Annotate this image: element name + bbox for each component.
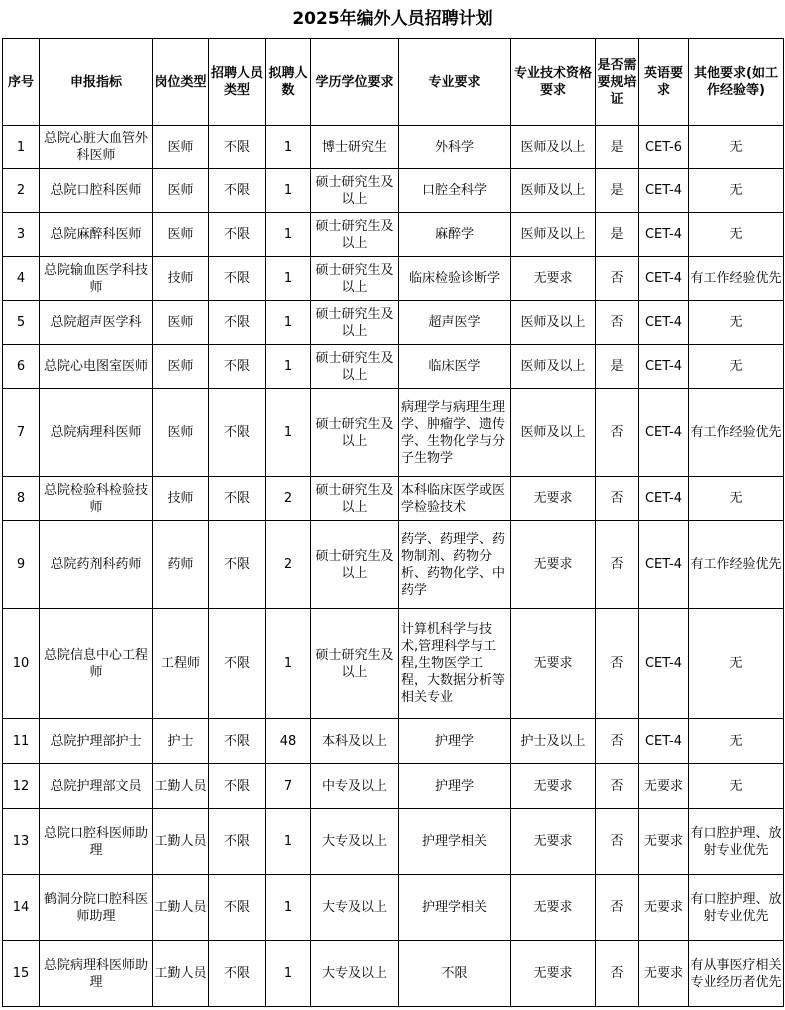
- table-row: [3, 301, 784, 345]
- header-no: 序号: [3, 39, 40, 126]
- row-count: 1: [266, 389, 311, 477]
- row-training: 是: [596, 126, 639, 169]
- row-type: 技师: [153, 257, 209, 301]
- row-qualification: 无要求: [511, 609, 596, 719]
- table-row: [3, 389, 784, 477]
- row-no: 9: [3, 521, 40, 609]
- row-staff-type: 不限: [209, 126, 266, 169]
- row-english: CET-4: [639, 719, 689, 764]
- row-staff-type: 不限: [209, 389, 266, 477]
- row-qualification: 无要求: [511, 521, 596, 609]
- row-type: 工程师: [153, 609, 209, 719]
- row-no: 12: [3, 764, 40, 809]
- row-other: 有工作经验优先: [689, 389, 784, 477]
- row-english: 无要求: [639, 809, 689, 875]
- recruitment-table: [2, 38, 784, 1007]
- row-no: 14: [3, 875, 40, 941]
- row-english: CET-4: [639, 345, 689, 389]
- row-education: 大专及以上: [311, 809, 399, 875]
- table-row: [3, 809, 784, 875]
- row-position: 总院信息中心工程师: [40, 609, 153, 719]
- row-position: 总院病理科医师助理: [40, 941, 153, 1007]
- header-count: 拟聘人数: [266, 39, 311, 126]
- row-staff-type: 不限: [209, 875, 266, 941]
- row-position: 总院输血医学科技师: [40, 257, 153, 301]
- row-no: 11: [3, 719, 40, 764]
- row-major: 超声医学: [399, 301, 511, 345]
- table-row: [3, 345, 784, 389]
- row-training: 否: [596, 875, 639, 941]
- row-count: 48: [266, 719, 311, 764]
- row-training: 否: [596, 719, 639, 764]
- row-position: 总院心脏大血管外科医师: [40, 126, 153, 169]
- row-qualification: 医师及以上: [511, 169, 596, 213]
- row-no: 6: [3, 345, 40, 389]
- row-type: 医师: [153, 169, 209, 213]
- header-qualification: 专业技术资格要求: [511, 39, 596, 126]
- row-count: 1: [266, 257, 311, 301]
- table-row: [3, 521, 784, 609]
- row-training: 否: [596, 941, 639, 1007]
- row-staff-type: 不限: [209, 809, 266, 875]
- row-english: CET-4: [639, 213, 689, 257]
- row-other: 无: [689, 213, 784, 257]
- row-type: 医师: [153, 301, 209, 345]
- row-training: 否: [596, 521, 639, 609]
- row-qualification: 医师及以上: [511, 126, 596, 169]
- row-training: 否: [596, 389, 639, 477]
- row-education: 大专及以上: [311, 941, 399, 1007]
- table-row: [3, 609, 784, 719]
- row-no: 2: [3, 169, 40, 213]
- row-staff-type: 不限: [209, 764, 266, 809]
- row-training: 否: [596, 809, 639, 875]
- row-training: 是: [596, 213, 639, 257]
- table-row: [3, 169, 784, 213]
- row-other: 无: [689, 477, 784, 521]
- row-qualification: 医师及以上: [511, 345, 596, 389]
- row-major: 外科学: [399, 126, 511, 169]
- row-no: 15: [3, 941, 40, 1007]
- header-training: 是否需要规培证: [596, 39, 639, 126]
- row-other: 有口腔护理、放射专业优先: [689, 809, 784, 875]
- row-english: 无要求: [639, 875, 689, 941]
- table-row: [3, 764, 784, 809]
- row-position: 总院病理科医师: [40, 389, 153, 477]
- row-no: 8: [3, 477, 40, 521]
- row-staff-type: 不限: [209, 345, 266, 389]
- row-staff-type: 不限: [209, 257, 266, 301]
- row-qualification: 医师及以上: [511, 213, 596, 257]
- row-other: 有工作经验优先: [689, 257, 784, 301]
- row-major: 临床医学: [399, 345, 511, 389]
- row-position: 总院心电图室医师: [40, 345, 153, 389]
- row-position: 总院麻醉科医师: [40, 213, 153, 257]
- row-training: 否: [596, 257, 639, 301]
- row-type: 医师: [153, 345, 209, 389]
- row-count: 1: [266, 126, 311, 169]
- row-count: 1: [266, 169, 311, 213]
- row-staff-type: 不限: [209, 301, 266, 345]
- row-training: 否: [596, 764, 639, 809]
- row-count: 1: [266, 609, 311, 719]
- row-count: 1: [266, 345, 311, 389]
- row-type: 医师: [153, 213, 209, 257]
- row-no: 3: [3, 213, 40, 257]
- row-count: 1: [266, 213, 311, 257]
- row-education: 大专及以上: [311, 875, 399, 941]
- row-qualification: 医师及以上: [511, 301, 596, 345]
- row-qualification: 护士及以上: [511, 719, 596, 764]
- row-type: 医师: [153, 389, 209, 477]
- row-no: 13: [3, 809, 40, 875]
- row-education: 硕士研究生及以上: [311, 169, 399, 213]
- row-major: 计算机科学与技术,管理科学与工程,生物医学工程，大数据分析等相关专业: [399, 609, 511, 719]
- row-education: 硕士研究生及以上: [311, 609, 399, 719]
- row-count: 1: [266, 809, 311, 875]
- row-other: 有工作经验优先: [689, 521, 784, 609]
- row-major: 麻醉学: [399, 213, 511, 257]
- row-no: 4: [3, 257, 40, 301]
- row-staff-type: 不限: [209, 941, 266, 1007]
- row-no: 7: [3, 389, 40, 477]
- row-type: 工勤人员: [153, 764, 209, 809]
- header-staff-type: 招聘人员类型: [209, 39, 266, 126]
- header-english: 英语要求: [639, 39, 689, 126]
- row-education: 中专及以上: [311, 764, 399, 809]
- row-english: CET-4: [639, 609, 689, 719]
- row-qualification: 无要求: [511, 257, 596, 301]
- header-type: 岗位类型: [153, 39, 209, 126]
- row-english: 无要求: [639, 764, 689, 809]
- row-no: 5: [3, 301, 40, 345]
- row-type: 医师: [153, 126, 209, 169]
- table-row: [3, 477, 784, 521]
- table-row: [3, 126, 784, 169]
- row-count: 1: [266, 941, 311, 1007]
- row-other: 有口腔护理、放射专业优先: [689, 875, 784, 941]
- row-education: 硕士研究生及以上: [311, 345, 399, 389]
- row-position: 鹤洞分院口腔科医师助理: [40, 875, 153, 941]
- table-row: [3, 719, 784, 764]
- row-education: 硕士研究生及以上: [311, 257, 399, 301]
- row-other: 有从事医疗相关专业经历者优先: [689, 941, 784, 1007]
- table-row: [3, 941, 784, 1007]
- row-english: CET-6: [639, 126, 689, 169]
- row-type: 工勤人员: [153, 875, 209, 941]
- row-english: CET-4: [639, 389, 689, 477]
- table-row: [3, 257, 784, 301]
- row-major: 护理学相关: [399, 809, 511, 875]
- row-count: 1: [266, 875, 311, 941]
- row-staff-type: 不限: [209, 477, 266, 521]
- row-staff-type: 不限: [209, 719, 266, 764]
- row-major: 口腔全科学: [399, 169, 511, 213]
- row-other: 无: [689, 719, 784, 764]
- row-position: 总院药剂科药师: [40, 521, 153, 609]
- header-position: 申报指标: [40, 39, 153, 126]
- row-education: 硕士研究生及以上: [311, 301, 399, 345]
- row-training: 是: [596, 169, 639, 213]
- row-english: 无要求: [639, 941, 689, 1007]
- row-english: CET-4: [639, 169, 689, 213]
- row-position: 总院超声医学科: [40, 301, 153, 345]
- row-major: 临床检验诊断学: [399, 257, 511, 301]
- row-other: 无: [689, 609, 784, 719]
- header-row: [3, 39, 784, 126]
- row-english: CET-4: [639, 301, 689, 345]
- row-count: 2: [266, 477, 311, 521]
- row-other: 无: [689, 764, 784, 809]
- row-education: 硕士研究生及以上: [311, 389, 399, 477]
- row-qualification: 无要求: [511, 875, 596, 941]
- header-major: 专业要求: [399, 39, 511, 126]
- row-type: 技师: [153, 477, 209, 521]
- row-english: CET-4: [639, 521, 689, 609]
- row-major: 病理学与病理生理学、肿瘤学、遗传学、生物化学与分子生物学: [399, 389, 511, 477]
- row-staff-type: 不限: [209, 213, 266, 257]
- row-other: 无: [689, 126, 784, 169]
- row-english: CET-4: [639, 257, 689, 301]
- row-qualification: 无要求: [511, 941, 596, 1007]
- row-education: 硕士研究生及以上: [311, 521, 399, 609]
- row-no: 10: [3, 609, 40, 719]
- row-position: 总院护理部文员: [40, 764, 153, 809]
- row-education: 博士研究生: [311, 126, 399, 169]
- row-position: 总院检验科检验技师: [40, 477, 153, 521]
- row-position: 总院口腔科医师: [40, 169, 153, 213]
- row-training: 否: [596, 609, 639, 719]
- row-type: 工勤人员: [153, 809, 209, 875]
- row-no: 1: [3, 126, 40, 169]
- row-qualification: 医师及以上: [511, 389, 596, 477]
- row-major: 护理学: [399, 764, 511, 809]
- row-english: CET-4: [639, 477, 689, 521]
- row-major: 护理学: [399, 719, 511, 764]
- row-training: 否: [596, 477, 639, 521]
- row-major: 本科临床医学或医学检验技术: [399, 477, 511, 521]
- row-major: 药学、药理学、药物制剂、药物分析、药物化学、中药学: [399, 521, 511, 609]
- row-education: 硕士研究生及以上: [311, 477, 399, 521]
- row-position: 总院护理部护士: [40, 719, 153, 764]
- row-major: 护理学相关: [399, 875, 511, 941]
- header-education: 学历学位要求: [311, 39, 399, 126]
- row-staff-type: 不限: [209, 169, 266, 213]
- row-education: 硕士研究生及以上: [311, 213, 399, 257]
- row-other: 无: [689, 169, 784, 213]
- row-count: 2: [266, 521, 311, 609]
- row-education: 本科及以上: [311, 719, 399, 764]
- row-staff-type: 不限: [209, 521, 266, 609]
- row-type: 药师: [153, 521, 209, 609]
- table-row: [3, 213, 784, 257]
- row-staff-type: 不限: [209, 609, 266, 719]
- row-count: 1: [266, 301, 311, 345]
- row-position: 总院口腔科医师助理: [40, 809, 153, 875]
- row-other: 无: [689, 345, 784, 389]
- row-qualification: 无要求: [511, 809, 596, 875]
- row-qualification: 无要求: [511, 764, 596, 809]
- row-count: 7: [266, 764, 311, 809]
- row-major: 不限: [399, 941, 511, 1007]
- row-type: 工勤人员: [153, 941, 209, 1007]
- row-training: 是: [596, 345, 639, 389]
- row-qualification: 无要求: [511, 477, 596, 521]
- row-training: 否: [596, 301, 639, 345]
- table-row: [3, 875, 784, 941]
- row-type: 护士: [153, 719, 209, 764]
- header-other: 其他要求(如工作经验等): [689, 39, 784, 126]
- page-title: 2025年编外人员招聘计划: [292, 9, 493, 29]
- row-other: 无: [689, 301, 784, 345]
